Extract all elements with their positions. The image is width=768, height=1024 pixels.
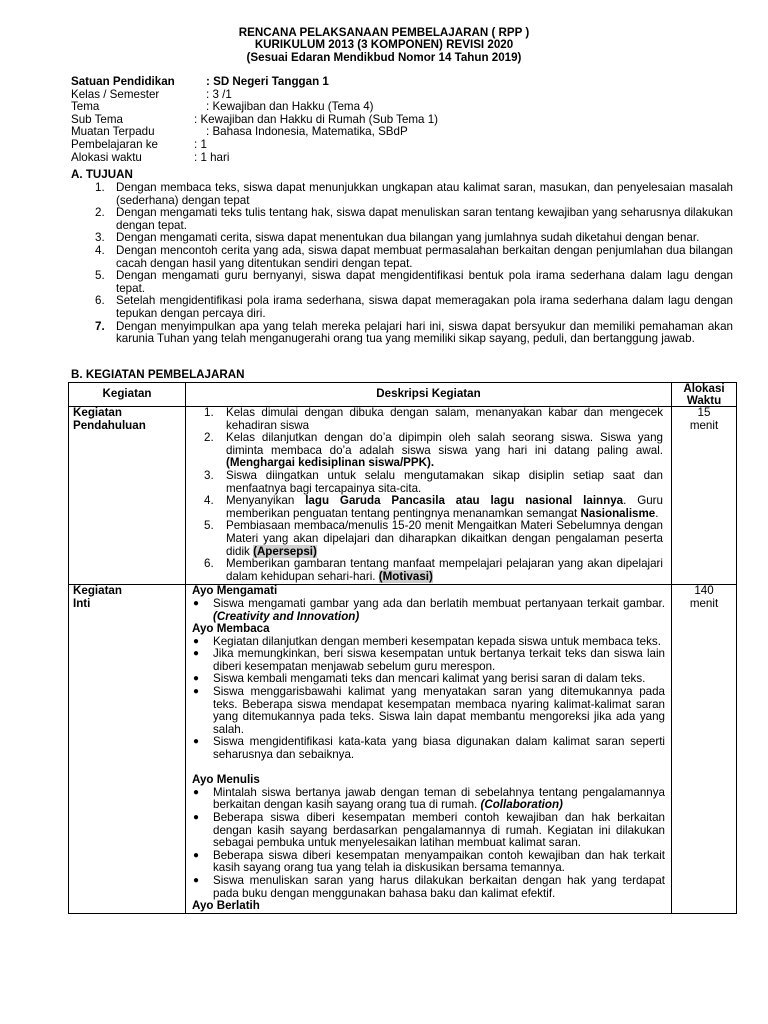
- identity-row: Kelas / Semester : 3 /1: [71, 87, 232, 101]
- header-title: RENCANA PELAKSANAAN PEMBELAJARAN ( RPP ): [238, 26, 530, 39]
- identity-row: Satuan Pendidikan : SD Negeri Tanggan 1: [71, 75, 329, 88]
- kegiatan-inti-label: Kegiatan Inti: [69, 585, 186, 913]
- list-item: 3. Dengan mengamati cerita, siswa dapat menentukan dua bilangan yang jumlahnya sudah diketahui dengan benar.: [95, 231, 700, 245]
- ayo-membaca-heading: Ayo Membaca: [192, 622, 270, 636]
- mengamati-list: [188, 598, 669, 623]
- identity-row: Alokasi waktu : 1 hari: [71, 150, 230, 164]
- list-item: 4. Dengan mencontoh cerita yang ada, siswa dapat membuat permasalahan berkaitan dengan penjumlahan dua bilangan cacah dengan hasil yang ditentukan sendiri dengan tepat.: [95, 243, 733, 270]
- table-row: [69, 407, 737, 585]
- ayo-menulis-heading: Ayo Menulis: [192, 773, 260, 787]
- column-header-kegiatan: Kegiatan: [69, 383, 186, 407]
- list-item: 5. Dengan mengamati guru bernyanyi, siswa dapat mengidentifikasi bentuk pola irama sederhana dalam lagu dengan tepat.: [95, 269, 733, 295]
- identity-row: Muatan Terpadu : Bahasa Indonesia, Matematika, SBdP: [71, 125, 408, 139]
- membaca-list: [188, 636, 669, 762]
- kegiatan-table: [68, 382, 737, 914]
- list-item: ● Beberapa siswa diberi kesempatan memberi contoh kewajiban dan hak berkaitan dengan kasih sayang berdasarkan pengalamannya di rumah. Kegiatan ini dilakukan sebagai pembuka untuk menyelesaikan latihan membuat kalimat saran.: [193, 811, 665, 850]
- list-item: 5. Pembiasaan membaca/menulis 15-20 menit Mengaitkan Materi Sebelumnya dengan Materi yang akan dipelajari dan diharapkan dikaitkan dengan pengalaman peserta didik (Apersepsi): [204, 519, 663, 558]
- list-item: 1. Dengan membaca teks, siswa dapat menunjukkan ungkapan atau kalimat saran, masukan, dan penyelesaian masalah (sederhana) dengan tepat: [95, 181, 733, 207]
- section-kegiatan-title: B. KEGIATAN PEMBELAJARAN: [71, 368, 245, 381]
- list-item: ● Beberapa siswa diberi kesempatan menyampaikan contoh kewajiban dan hak terkait kasih sayang orang tua yang telah ia diskusikan bersama temannya.: [193, 848, 665, 875]
- table-header-row: [69, 383, 737, 407]
- list-item: ● Kegiatan dilanjutkan dengan memberi kesempatan kepada siswa untuk membaca teks.: [193, 634, 661, 648]
- table-row: [69, 585, 737, 913]
- kegiatan-pendahuluan-label: Kegiatan Pendahuluan: [69, 407, 186, 585]
- identity-block: [71, 76, 731, 164]
- list-item: 2. Dengan mengamati teks tulis tentang hak, siswa dapat menuliskan saran tentang kewajiban yang seharusnya dilakukan dengan tepat.: [95, 206, 733, 232]
- list-item: 3. Siswa diingatkan untuk selalu mengutamakan sikap disiplin setiap saat dan menfaatnya bagi tercapainya sita-cita.: [204, 468, 663, 495]
- document-header: [0, 27, 768, 64]
- identity-row: Sub Tema : Kewajiban dan Hakku di Rumah (Sub Tema 1): [71, 112, 439, 126]
- pendahuluan-steps: [201, 407, 669, 583]
- inti-description: [186, 585, 672, 913]
- header-reference: (Sesuai Edaran Mendikbud Nomor 14 Tahun 2019): [246, 50, 522, 64]
- list-item: ● Jika memungkinkan, beri siswa kesempatan untuk bertanya terkait teks dan siswa lain diberi kesempatan menjawab sebelum guru merespon.: [193, 647, 665, 673]
- column-header-deskripsi: Deskripsi Kegiatan: [186, 383, 672, 407]
- menulis-list: [188, 787, 669, 900]
- pendahuluan-description: [186, 407, 672, 585]
- list-item: 6. Setelah mengidentifikasi pola irama sederhana, siswa dapat memeragakan pola irama sederhana dalam lagu dengan tepukan dengan percaya diri.: [95, 294, 733, 320]
- list-item: ● Siswa mengidentifikasi kata-kata yang biasa digunakan dalam kalimat saran seperti seharusnya dan sebaiknya.: [193, 735, 665, 762]
- list-item: 2. Kelas dilanjutkan dengan do’a dipimpin oleh salah seorang siswa. Siswa yang diminta membaca do’a adalah siswa siswa yang hari ini datang paling awal. (Menghargai kedisiplinan siswa/PPK).: [204, 431, 663, 470]
- list-item: 4. Menyanyikan lagu Garuda Pancasila atau lagu nasional lainnya. Guru memberikan penguatan tentang pentingnya menanamkan semangat Nasionalisme.: [204, 494, 663, 520]
- identity-row: Tema : Kewajiban dan Hakku (Tema 4): [71, 100, 374, 114]
- pendahuluan-time: 15 menit: [672, 407, 737, 585]
- list-item: 6. Memberikan gambaran tentang manfaat mempelajari pelajaran yang akan dipelajari dalam kehidupan sehari-hari. (Motivasi): [204, 557, 663, 583]
- spacer: [188, 762, 669, 775]
- identity-row: Pembelajaran ke : 1: [71, 137, 207, 151]
- list-item: ● Siswa menggarisbawahi kalimat yang menyatakan saran yang ditemukannya pada teks. Beberapa siswa mendapat kesempatan membaca nyaring kalimat-kalimat saran yang ditemukannya pada teks. Siswa lain dapat membantu mengoreksi jika ada yang salah.: [193, 685, 665, 736]
- list-item: 7. Dengan menyimpulkan apa yang telah mereka pelajari hari ini, siswa dapat bersyukur dan memiliki pemahaman akan karunia Tuhan yang telah menganugerahi orang tua yang memiliki sikap sayang, peduli, dan bertanggung jawab.: [95, 319, 733, 346]
- section-tujuan-title: A. TUJUAN: [71, 168, 133, 181]
- list-item: ● Siswa mengamati gambar yang ada dan berlatih membuat pertanyaan terkait gambar.(Creativity and Innovation): [193, 596, 665, 623]
- ayo-mengamati-heading: Ayo Mengamati: [192, 584, 278, 598]
- inti-time: 140 menit: [672, 585, 737, 913]
- header-curriculum: KURIKULUM 2013 (3 KOMPONEN) REVISI 2020: [254, 38, 514, 52]
- column-header-alokasi: Alokasi Waktu: [672, 383, 737, 407]
- list-item: ● Mintalah siswa bertanya jawab dengan teman di sebelahnya tentang pengalamannya berkaitan dengan kasih sayang orang tua di rumah. (Collaboration): [193, 785, 665, 812]
- tujuan-list: [95, 182, 733, 346]
- list-item: 1. Kelas dimulai dengan dibuka dengan salam, menanyakan kabar dan mengecek kehadiran siswa: [204, 406, 663, 432]
- list-item: ● Siswa menuliskan saran yang harus dilakukan berkaitan dengan hak yang terdapat pada buku dengan menggunakan bahasa baku dan kalimat efektif.: [193, 873, 665, 900]
- list-item: ● Siswa kembali mengamati teks dan mencari kalimat yang berisi saran di dalam teks.: [193, 672, 646, 686]
- ayo-berlatih-heading: Ayo Berlatih: [192, 899, 260, 913]
